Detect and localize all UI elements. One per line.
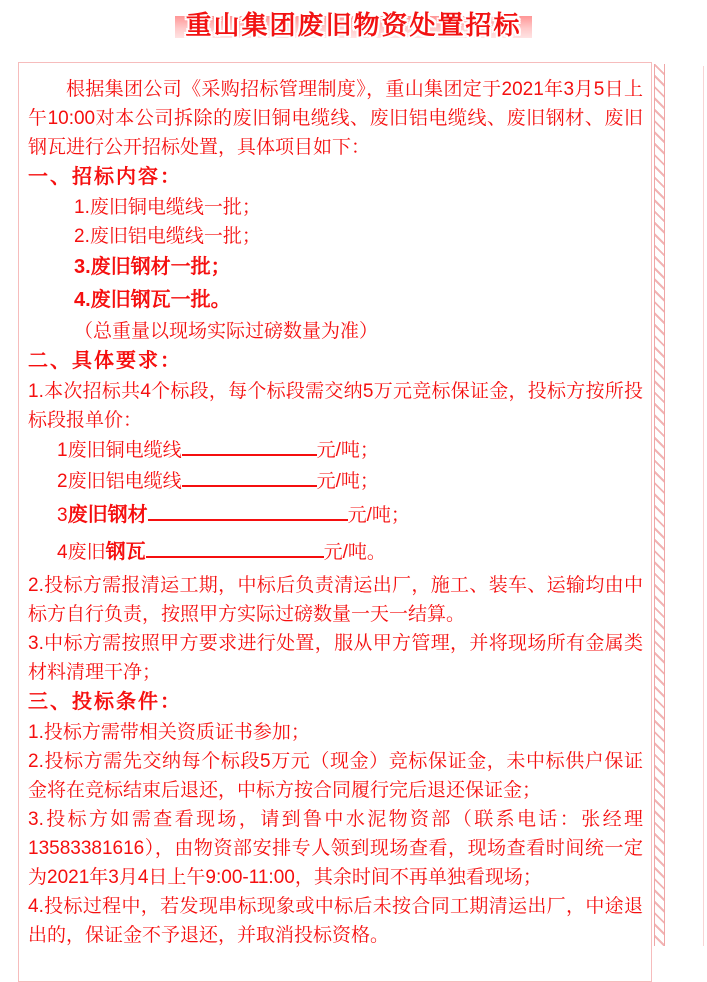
requirement-paragraph-3: 3.中标方需按照甲方要求进行处置，服从甲方管理，并将现场所有金属类材料清理干净； — [28, 633, 643, 683]
condition-paragraph-4: 4.投标过程中，若发现串标现象或中标后未按合同工期清运出厂，中途退出的，保证金不予退还，并取消投标资格。 — [28, 896, 643, 946]
bid-content-list — [28, 193, 643, 317]
page-title: 重山集团废旧物资处置招标 — [185, 10, 522, 40]
price-label: 2废旧铝电缆线 — [57, 471, 182, 492]
right-edge-line — [703, 66, 704, 946]
price-label-bold: 废旧钢材 — [67, 504, 148, 526]
section2-heading: 二、具体要求： — [28, 350, 182, 372]
bid-item-4: 4.废旧钢瓦一批。 — [74, 289, 231, 311]
bid-item-1: 1.废旧铜电缆线一批； — [74, 197, 261, 218]
price-line-steel-tile — [28, 534, 643, 571]
section3-heading: 三、投标条件： — [28, 691, 182, 713]
price-line-steel — [28, 497, 643, 534]
price-blank-line — [182, 467, 317, 487]
price-line-copper — [28, 435, 643, 466]
requirement-paragraph-1: 1.本次招标共4个标段，每个标段需交纳5万元竞标保证金，投标方按所投标段报单价： — [28, 381, 643, 431]
right-hatch-decoration — [654, 64, 665, 946]
price-unit: 元/吨； — [316, 440, 379, 461]
intro-paragraph: 根据集团公司《采购招标管理制度》，重山集团定于2021年3月5日上午10:00对本公司拆除的废旧铜电缆线、废旧铝电缆线、废旧钢材、废旧钢瓦进行公开招标处置，具体项目如下： — [28, 79, 643, 158]
price-unit: 元/吨。 — [323, 542, 386, 563]
price-blank-line — [146, 538, 324, 558]
price-unit: 元/吨； — [347, 505, 410, 526]
document-body — [18, 62, 652, 982]
title-banner — [177, 0, 529, 42]
bid-item-3: 3.废旧钢材一批； — [74, 256, 231, 278]
weight-note: （总重量以现场实际过磅数量为准） — [74, 321, 379, 342]
price-blank-line — [182, 436, 317, 456]
bid-item-2: 2.废旧铝电缆线一批； — [74, 226, 261, 247]
condition-paragraph-2: 2.投标方需先交纳每个标段5万元（现金）竞标保证金，未中标供户保证金将在竞标结束后退还，中标方按合同履行完后退还保证金； — [28, 751, 643, 801]
price-blank-line — [148, 501, 348, 521]
price-label: 4废旧 — [57, 542, 106, 563]
section1-heading: 一、招标内容： — [28, 166, 182, 188]
requirement-paragraph-2: 2.投标方需报清运工期，中标后负责清运出厂，施工、装车、运输均由中标方自行负责，按照甲方实际过磅数量一天一结算。 — [28, 575, 643, 625]
price-label-bold: 钢瓦 — [105, 541, 146, 563]
condition-paragraph-3: 3.投标方如需查看现场，请到鲁中水泥物资部（联系电话：张经理13583381616），由物资部安排专人领到现场查看，现场查看时间统一定为2021年3月4日上午9:00-11:00，其余时间不再单独看现场； — [28, 809, 643, 888]
condition-paragraph-1: 1.投标方需带相关资质证书参加； — [28, 722, 310, 743]
price-line-aluminum — [28, 466, 643, 497]
price-unit: 元/吨； — [316, 471, 379, 492]
price-label: 1废旧铜电缆线 — [57, 440, 182, 461]
price-label: 3 — [57, 505, 68, 526]
